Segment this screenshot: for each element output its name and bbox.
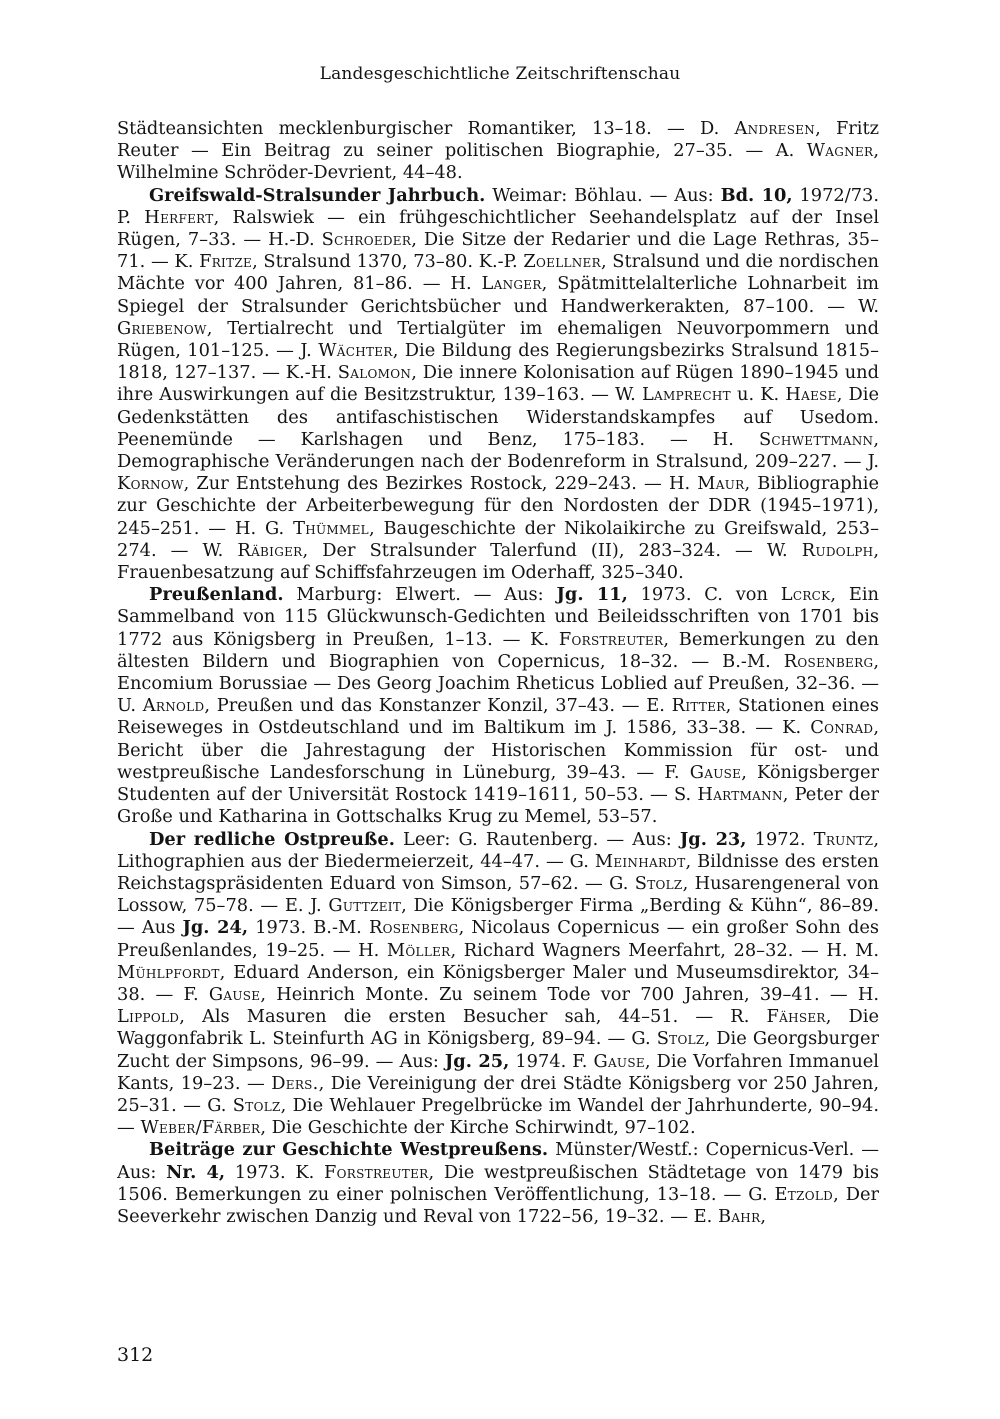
entry-text: , Baugeschichte der Nikolaikirche zu Greifswald, 253–274. — W. bbox=[117, 517, 879, 561]
entry-text: , Fritz Reuter — Ein Beitrag zu seiner politischen Biographie, 27–35. — A. bbox=[117, 118, 879, 162]
author-name: Gause bbox=[689, 761, 742, 783]
author-name: Kornow bbox=[117, 473, 184, 495]
author-name: Stolz bbox=[656, 1028, 705, 1050]
author-name: Schroeder bbox=[321, 229, 412, 251]
entry-text: , Die Wehlauer Pregelbrücke im Wandel der Jahrhunderte, 90–94. — bbox=[117, 1094, 880, 1139]
author-name: Räbiger bbox=[237, 539, 303, 561]
entry-text: , Peter der Große und Katharina in Gottschalks Krug zu Memel, 53–57. bbox=[117, 784, 880, 828]
entry-text: , Richard Wagners Meerfahrt, 28–32. — H. M. bbox=[450, 939, 879, 961]
author-name: Lippold bbox=[117, 1006, 180, 1028]
entry-text: Münster/Westf.: Copernicus-Verl. — Aus: bbox=[117, 1139, 879, 1183]
author-name: Rosenberg bbox=[783, 650, 874, 672]
author-name: Fähser bbox=[766, 1006, 826, 1028]
entry-text: 1972. bbox=[746, 828, 814, 850]
entry-text: , Stralsund und die nordischen Mächte vor 400 Jahren, 81–86. — H. bbox=[117, 251, 880, 295]
author-name: Langer bbox=[481, 273, 542, 295]
bibliography-entry bbox=[117, 118, 879, 185]
author-name: Lamprecht bbox=[641, 384, 731, 406]
entry-text: , Der Stralsunder Talerfund (II), 283–324. — W. bbox=[302, 539, 802, 561]
entry-text: 1973. K. bbox=[225, 1161, 325, 1183]
entry-text: , Encomium Borussiae — Des Georg Joachim Rheticus Loblied auf Preußen, 32–36. — U. bbox=[117, 650, 879, 717]
entry-text: Marburg: Elwert. — Aus: bbox=[283, 584, 557, 606]
author-name: Meinhardt bbox=[594, 850, 686, 872]
author-name: Truntz bbox=[813, 828, 874, 850]
entry-text: Leer: G. Rautenberg. — Aus: bbox=[394, 828, 680, 850]
entry-text: , Nicolaus Copernicus — ein großer Sohn des Preußenlandes, 19–25. — H. bbox=[117, 917, 879, 961]
entry-text: , Demographische Veränderungen nach der Bodenreform in Stralsund, 209–227. — J. bbox=[117, 428, 879, 473]
entry-text: , Die Königsberger Firma „Berding & Kühn“, 86–89. — Aus bbox=[117, 895, 879, 939]
entry-text: , Tertialrecht und Tertialgüter im ehemaligen Neuvorpommern und Rügen, 101–125. — J. bbox=[117, 317, 879, 362]
entry-text: , Die Bildung des Regierungsbezirks Stralsund 1815–1818, 127–137. — K.-H. bbox=[117, 340, 879, 384]
author-name: Gause bbox=[208, 983, 261, 1005]
journal-title: Der redliche Ostpreuße. bbox=[149, 828, 395, 850]
entry-text: 1974. F. bbox=[509, 1050, 594, 1072]
entry-text: , Die innere Kolonisation auf Rügen 1890–1945 und ihre Auswirkungen auf die Besitzstruktur, 139–163. — W. bbox=[117, 362, 879, 406]
entry-text: , Die Gedenkstätten des antifaschistischen Widerstandskampfes auf Usedom. Peenemünde — Karlshagen und Benz, 175–183. — H. bbox=[117, 384, 879, 450]
author-name: Herfert bbox=[144, 206, 214, 228]
page-number: 312 bbox=[117, 1344, 154, 1366]
entry-text: , Die Georgsburger Zucht der Simpsons, 96–99. — Aus: bbox=[117, 1028, 879, 1072]
journal-title: Bd. 10, bbox=[720, 184, 793, 206]
entry-text: Weimar: Böhlau. — Aus: bbox=[485, 184, 721, 206]
journal-title: Jg. 11, bbox=[556, 584, 628, 606]
author-name: Guttzeit bbox=[328, 895, 402, 917]
author-name: Mühlpfordt bbox=[117, 961, 220, 983]
author-name: Andresen bbox=[734, 118, 816, 139]
author-name: Wächter bbox=[318, 340, 393, 362]
entry-text: , Stralsund 1370, 73–80. K.-P. bbox=[252, 251, 524, 273]
journal-title: Nr. 4, bbox=[166, 1161, 226, 1183]
entry-text: , Spätmittelalterliche Lohnarbeit im Spiegel der Stralsunder Gerichtsbücher und Handwerkerakten, 87–100. — W. bbox=[117, 273, 879, 317]
author-name: Lcrck bbox=[780, 584, 831, 606]
author-name: Ritter bbox=[671, 695, 726, 717]
author-name: Maur bbox=[697, 473, 745, 495]
author-name: Bahr bbox=[717, 1205, 761, 1227]
entry-text: , Der Seeverkehr zwischen Danzig und Reval von 1722–56, 19–32. — E. bbox=[117, 1183, 879, 1227]
author-name: Salomon bbox=[337, 362, 412, 384]
entry-text: , Heinrich Monte. Zu seinem Tode vor 700 Jahren, 39–41. — H. bbox=[260, 983, 879, 1005]
entry-text: 1973. B.-M. bbox=[248, 917, 369, 939]
entry-text: , bbox=[760, 1205, 767, 1227]
author-name: Forstreuter bbox=[324, 1161, 429, 1183]
entry-text: , Bericht über die Jahrestagung der Historischen Kommission für ost- und westpreußische Landesforschung in Lüneburg, 39–43. — F. bbox=[117, 717, 879, 783]
bibliography-entry bbox=[117, 829, 879, 1140]
author-name: Weber/Färber bbox=[140, 1117, 261, 1139]
entry-text: , Bibliographie zur Geschichte der Arbeiterbewegung für den Nordosten der DDR (1945–1971), 245–251. — H. G. bbox=[117, 473, 880, 539]
author-name: Rudolph bbox=[801, 539, 874, 561]
bibliography-entry bbox=[117, 1139, 879, 1228]
entry-text: Städteansichten mecklenburgischer Romantiker, 13–18. — D. bbox=[117, 118, 735, 139]
journal-title: Jg. 24, bbox=[182, 917, 249, 939]
author-name: Etzold bbox=[774, 1183, 834, 1205]
author-name: Schwettmann bbox=[758, 428, 874, 450]
author-name: Fritze bbox=[199, 251, 253, 273]
author-name: Wagner bbox=[806, 140, 874, 162]
entry-text: , Als Masuren die ersten Besucher sah, 44–51. — R. bbox=[179, 1006, 767, 1028]
entry-text: , Ein Sammelband von 115 Glückwunsch-Gedichten und Beileidsschriften von 1701 bis 1772 aus Königsberg in Preußen, 1–13. — K. bbox=[117, 584, 879, 650]
journal-title: Greifswald-Stralsunder Jahrbuch. bbox=[149, 184, 486, 206]
entry-text: , Zur Entstehung des Bezirkes Rostock, 229–243. — H. bbox=[183, 473, 698, 495]
author-name: Stolz bbox=[634, 872, 683, 894]
author-name: Thümmel bbox=[293, 517, 369, 539]
entry-text: , Die westpreußischen Städtetage von 1479 bis 1506. Bemerkungen zu einer polnischen Veröffentlichung, 13–18. — G. bbox=[117, 1161, 880, 1205]
author-name: Ders. bbox=[271, 1072, 319, 1094]
entry-text: , Ralswiek — ein frühgeschichtlicher Seehandelsplatz auf der Insel Rügen, 7–33. — H.-D. bbox=[117, 206, 880, 251]
author-name: Conrad bbox=[810, 717, 874, 739]
entry-text: 1972/73. P. bbox=[117, 184, 879, 228]
entry-text: , Lithographien aus der Biedermeierzeit, 44–47. — G. bbox=[117, 828, 879, 872]
entry-text: 1973. C. von bbox=[627, 584, 781, 606]
entry-text: , Die Waggonfabrik L. Steinfurth AG in Königsberg, 89–94. — G. bbox=[117, 1006, 879, 1050]
entry-text: , Eduard Anderson, ein Königsberger Maler und Museumsdirektor, 34–38. — F. bbox=[117, 961, 879, 1005]
author-name: Gause bbox=[593, 1050, 645, 1072]
entry-text: , Die Vorfahren Immanuel Kants, 19–23. — bbox=[117, 1050, 879, 1094]
running-head: Landesgeschichtliche Zeitschriftenschau bbox=[319, 64, 681, 84]
entry-text: , Husarengeneral von Lossow, 75–78. — E. J. bbox=[117, 872, 879, 917]
author-name: Hartmann bbox=[697, 784, 783, 806]
journal-title: Beiträge zur Geschichte Westpreußens. bbox=[149, 1139, 549, 1161]
author-name: Forstreuter bbox=[558, 628, 664, 650]
bibliography-text bbox=[117, 118, 879, 1228]
journal-title: Jg. 23, bbox=[679, 828, 747, 850]
entry-text: , Preußen und das Konstanzer Konzil, 37–43. — E. bbox=[204, 695, 672, 717]
entry-text: , Frauenbesatzung auf Schiffsfahrzeugen im Oderhaff, 325–340. bbox=[117, 539, 880, 584]
entry-text: , Königsberger Studenten auf der Universität Rostock 1419–1611, 50–53. — S. bbox=[117, 761, 879, 806]
entry-text: , Bildnisse des ersten Reichstagspräsidenten Eduard von Simson, 57–62. — G. bbox=[117, 850, 879, 894]
author-name: Arnold bbox=[142, 695, 205, 717]
entry-text: u. K. bbox=[730, 384, 786, 406]
bibliography-entry bbox=[117, 584, 879, 828]
bibliography-entry bbox=[117, 185, 879, 585]
journal-title: Jg. 25, bbox=[444, 1050, 510, 1072]
journal-title: Preußenland. bbox=[149, 584, 284, 606]
entry-text: , Die Geschichte der Kirche Schirwindt, 97–102. bbox=[260, 1117, 696, 1139]
entry-text: , Wilhelmine Schröder-Devrient, 44–48. bbox=[117, 140, 879, 184]
entry-text: , Die Sitze der Redarier und die Lage Rethras, 35–71. — K. bbox=[117, 229, 879, 273]
entry-text: , Bemerkungen zu den ältesten Bildern und Biographien von Copernicus, 18–32. — B.-M. bbox=[117, 628, 879, 672]
author-name: Stolz bbox=[232, 1094, 281, 1116]
author-name: Griebenow bbox=[117, 317, 207, 339]
author-name: Möller bbox=[386, 939, 451, 961]
author-name: Haese bbox=[785, 384, 837, 406]
entry-text: , Stationen eines Reiseweges in Ostdeutschland und im Baltikum im J. 1586, 33–38. — K. bbox=[117, 695, 879, 739]
author-name: Zoellner bbox=[523, 251, 601, 273]
entry-text: , Die Vereinigung der drei Städte Königsberg vor 250 Jahren, 25–31. — G. bbox=[117, 1072, 880, 1116]
author-name: Rosenberg bbox=[368, 917, 459, 939]
